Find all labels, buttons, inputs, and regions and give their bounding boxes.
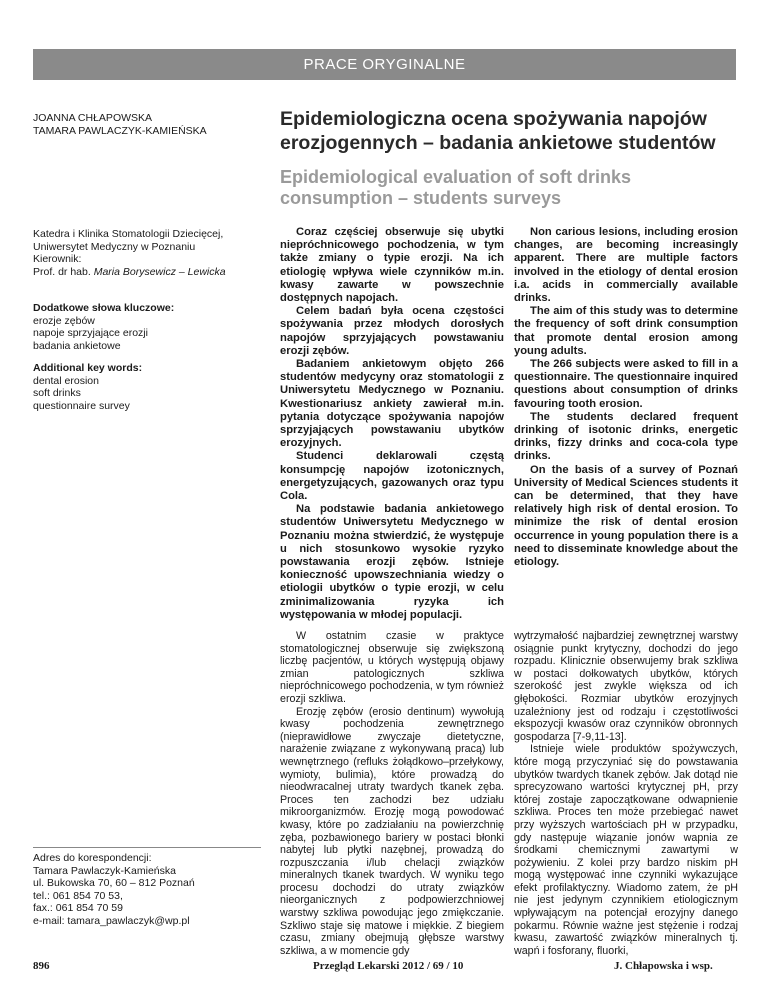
correspondence-line: Tamara Pawlaczyk-Kamieńska [33,864,176,877]
abstract-paragraph: Na podstawie badania ankietowego studentów Uniwersytetu Medycznego w Poznaniu można stwierdzić, że występuje u nich stosunkowo wysokie ryzyko powstawania erozji zębów. Istnieje konieczność upowszechniania wiedzy o etiologii ubytków o typie erozji, w celu zminimalizowania ryzyka ich występowania w młodej populacji. [280,503,504,621]
abstract-paragraph: Celem badań była ocena częstości spożywania przez młodych dorosłych napojów sprzyjających powstawaniu erozji zębów. [280,305,504,357]
keyword: napoje sprzyjające erozji [33,327,148,340]
title-english: Epidemiological evaluation of soft drinks consumption – students surveys [280,167,632,208]
keyword: badania ankietowe [33,339,121,352]
abstract-paragraph: Badaniem ankietowym objęto 266 studentów medycyny oraz stomatologii z Uniwersytetu Medycznego w Poznaniu. Kwestionariusz ankiety zawierał m.in. pytania dotyczące spożywania napojów sprzyjających powstawaniu ubytków erozyjnych. [280,358,504,450]
correspondence-line: tel.: 061 854 70 53, [33,889,123,902]
affiliation-line: Katedra i Klinika Stomatologii Dziecięcej, [33,228,224,240]
affiliation-line: Kierownik: [33,253,82,266]
body-column-2 [514,630,738,957]
affiliation-head [33,266,259,279]
correspondence-divider [33,847,261,848]
correspondence [33,852,259,928]
author-1: JOANNA CHŁAPOWSKA [33,112,153,124]
correspondence-email[interactable]: e-mail: tamara_pawlaczyk@wp.pl [33,914,190,927]
abstract-paragraph: The students declared frequent drinking of isotonic drinks, energetic drinks, fizzy drinks and coca-cola type drinks. [514,410,738,463]
author-2: TAMARA PAWLACZYK-KAMIEŃSKA [33,125,207,137]
abstract-paragraph: Coraz częściej obserwuje się ubytki niepróchnicowego pochodzenia, w tym także zmiany o typie erozji. Na ich etiologię wpływa wiele czynników m.in. kwasy zawarte w powszechnie dostępnych napojach. [280,226,504,305]
abstract-paragraph: The aim of this study was to determine the frequency of soft drink consumption that promote dental erosion among young adults. [514,305,738,357]
body-paragraph: Erozję zębów (erosio dentinum) wywołują kwasy pochodzenia zewnętrznego (nieprawidłowe zwyczaje dietetyczne, narażenie związane z wykonywaną pracą) lub wewnętrznego (refluks żołądkowo–przełykowy, wymioty, bulimia), które prowadzą do nieodwracalnej utraty twardych tkanek zęba. Proces ten zachodzi bez udziału mikroorganizmów. Erozję mogą powodować kwasy, które po zadziałaniu na powierzchnię zęba, pozbawionego bariery w postaci błonki nabytej lub płytki nazębnej, prowadzą do rozpuszczania i/lub chelacji związków mineralnych tkanek twardych. W wyniku tego procesu dochodzi do utraty związków nieorganicznych z podpowierzchniowej warstwy szkliwa powodując jego zmiękczanie. Szkliwo staje się matowe i miękkie. Z biegiem czasu, zmiany obejmują głębsze warstwy szkliwa, a w momencie gdy [280,705,504,957]
head-title: Prof. dr hab. [33,265,94,278]
correspondence-label: Adres do korespondencji: [33,852,152,864]
head-name: Maria Borysewicz – Lewicka [93,265,226,278]
body-paragraph: W ostatnim czasie w praktyce stomatologicznej obserwuje się zwiększoną liczbę pacjentów, u których występują objawy zmian patologicznych szkliwa niepróchnicowego pochodzenia, w tym również erozji szkliwa. [280,630,504,705]
keywords-label: Additional key words: [33,362,143,374]
title-polish: Epidemiologiczna ocena spożywania napojów erozjogennych – badania ankietowe studentów [280,108,716,154]
keywords-english [33,362,259,412]
section-banner: PRACE ORYGINALNE [33,49,736,80]
running-author: J. Chłapowska i wsp. [614,960,713,972]
body-paragraph: Istnieje wiele produktów spożywczych, które mogą przyczyniać się do powstawania ubytków twardych tkanek zębów. Jak dotąd nie sprecyzowano wartości krytycznej pH, przy której zostaje zapoczątkowane odwapnienie szkliwa. Proces ten może przebiegać nawet przy wyższych wartościach pH w przypadku, gdy następuje wiązanie jonów wapnia ze środkami chemicznymi zawartymi w pożywieniu. Z kolei przy bardzo niskim pH mogą występować inne czynniki wykazujące efekt profilaktyczny. Wiadomo zatem, że pH nie jest jedynym czynnikiem etiologicznym wpływającym na potencjał erozyjny danego pokarmu. Równie ważne jest stężenie i rodzaj kwasu, zawartość związków mineralnych tj. wapń i fosforany, fluorki, [514,743,738,957]
affiliation [33,228,259,278]
abstract-english [514,226,738,569]
body-paragraph: wytrzymałość najbardziej zewnętrznej warstwy osiągnie punkt krytyczny, dochodzi do jego rozpadu. Klinicznie obserwujemy brak szkliwa w postaci dołkowatych ubytków, których szerokość jest zwykle większa od ich głębokości. Rozmiar ubytków erozyjnych uzależniony jest od rodzaju i częstotliwości ekspozycji kwasów oraz czynników obronnych gospodarza [7-9,11-13]. [514,630,738,743]
authors [33,112,207,138]
keywords-polish [33,302,259,352]
keyword: questionnaire survey [33,399,130,412]
affiliation-line: Uniwersytet Medyczny w Poznaniu [33,240,196,253]
abstract-paragraph: Non carious lesions, including erosion changes, are becoming increasingly apparent. There are multiple factors involved in the etiology of dental erosion i.a. acids in commercially available drinks. [514,226,738,305]
abstract-paragraph: The 266 subjects were asked to fill in a questionnaire. The questionnaire inquired questions about consumption of drinks favouring tooth erosion. [514,358,738,410]
journal-citation: Przegląd Lekarski 2012 / 69 / 10 [313,960,464,972]
correspondence-line: fax.: 061 854 70 59 [33,902,123,915]
page-number: 896 [33,960,50,972]
keyword: dental erosion [33,374,99,387]
abstract-paragraph: On the basis of a survey of Poznań University of Medical Sciences students it can be determined, that they have relatively high risk of dental erosion. To minimize the risk of dental erosion occurrence in young population there is a need to disseminate knowledge about the etiology. [514,463,738,569]
abstract-paragraph: Studenci deklarowali częstą konsumpcję napojów izotonicznych, energetyzujących, gazowanych oraz typu Cola. [280,450,504,503]
keyword: erozje zębów [33,314,95,327]
keywords-label: Dodatkowe słowa kluczowe: [33,302,175,314]
body-column-1 [280,630,504,957]
abstract-polish [280,226,504,622]
keyword: soft drinks [33,387,81,400]
correspondence-line: ul. Bukowska 70, 60 – 812 Poznań [33,877,195,890]
